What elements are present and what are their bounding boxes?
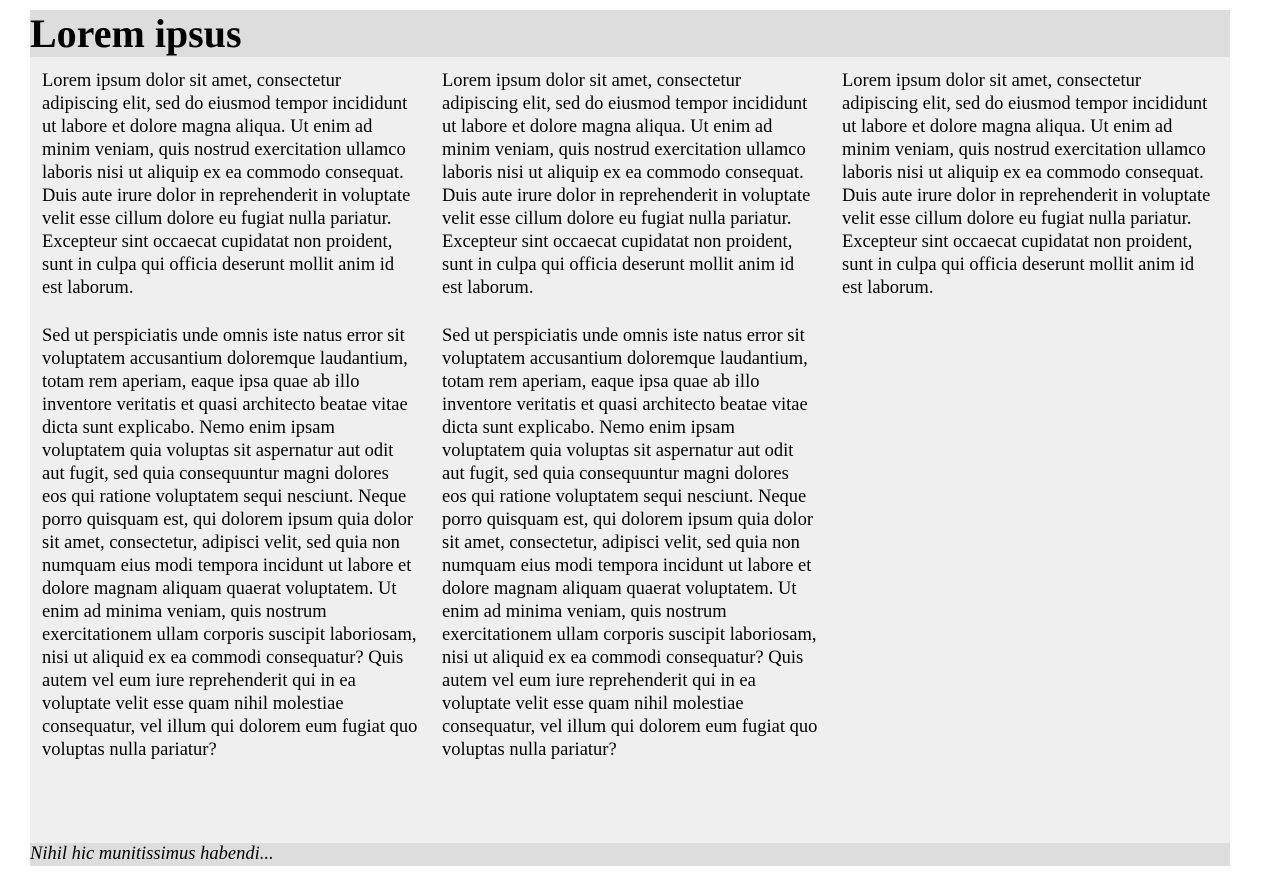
content-area <box>30 57 1230 843</box>
page-title: Lorem ipsus <box>30 11 242 56</box>
footer-text: Nihil hic munitissimus habendi... <box>30 844 274 864</box>
column-1 <box>30 70 430 843</box>
header <box>30 10 1230 57</box>
column-1-paragraph-2: Sed ut perspiciatis unde omnis iste natus error sit voluptatem accusantium doloremque laudantium, totam rem aperiam, eaque ipsa quae ab illo inventore veritatis et quasi architecto beatae vitae dicta sunt explicabo. Nemo enim ipsam voluptatem quia voluptas sit aspernatur aut odit aut fugit, sed quia consequuntur magni dolores eos qui ratione voluptatem sequi nesciunt. Neque porro quisquam est, qui dolorem ipsum quia dolor sit amet, consectetur, adipisci velit, sed quia non numquam eius modi tempora incidunt ut labore et dolore magnam aliquam quaerat voluptatem. Ut enim ad minima veniam, quis nostrum exercitationem ullam corporis suscipit laboriosam, nisi ut aliquid ex ea commodi consequatur? Quis autem vel eum iure reprehenderit qui in ea voluptate velit esse quam nihil molestiae consequatur, vel illum qui dolorem eum fugiat quo voluptas nulla pariatur? <box>42 326 418 760</box>
column-3 <box>830 70 1230 843</box>
column-2-paragraph-2: Sed ut perspiciatis unde omnis iste natus error sit voluptatem accusantium doloremque laudantium, totam rem aperiam, eaque ipsa quae ab illo inventore veritatis et quasi architecto beatae vitae dicta sunt explicabo. Nemo enim ipsam voluptatem quia voluptas sit aspernatur aut odit aut fugit, sed quia consequuntur magni dolores eos qui ratione voluptatem sequi nesciunt. Neque porro quisquam est, qui dolorem ipsum quia dolor sit amet, consectetur, adipisci velit, sed quia non numquam eius modi tempora incidunt ut labore et dolore magnam aliquam quaerat voluptatem. Ut enim ad minima veniam, quis nostrum exercitationem ullam corporis suscipit laboriosam, nisi ut aliquid ex ea commodi consequatur? Quis autem vel eum iure reprehenderit qui in ea voluptate velit esse quam nihil molestiae consequatur, vel illum qui dolorem eum fugiat quo voluptas nulla pariatur? <box>442 326 818 760</box>
column-2-paragraph-1: Lorem ipsum dolor sit amet, consectetur adipiscing elit, sed do eiusmod tempor incididunt ut labore et dolore magna aliqua. Ut enim ad minim veniam, quis nostrud exercitation ullamco laboris nisi ut aliquip ex ea commodo consequat. Duis aute irure dolor in reprehenderit in voluptate velit esse cillum dolore eu fugiat nulla pariatur. Excepteur sint occaecat cupidatat non proident, sunt in culpa qui officia deserunt mollit anim id est laborum. <box>442 71 811 298</box>
column-1-paragraph-1: Lorem ipsum dolor sit amet, consectetur adipiscing elit, sed do eiusmod tempor incididunt ut labore et dolore magna aliqua. Ut enim ad minim veniam, quis nostrud exercitation ullamco laboris nisi ut aliquip ex ea commodo consequat. Duis aute irure dolor in reprehenderit in voluptate velit esse cillum dolore eu fugiat nulla pariatur. Excepteur sint occaecat cupidatat non proident, sunt in culpa qui officia deserunt mollit anim id est laborum. <box>42 71 411 298</box>
column-2 <box>430 70 830 843</box>
footer <box>30 843 1230 866</box>
page <box>30 10 1230 866</box>
column-3-paragraph-1: Lorem ipsum dolor sit amet, consectetur adipiscing elit, sed do eiusmod tempor incididunt ut labore et dolore magna aliqua. Ut enim ad minim veniam, quis nostrud exercitation ullamco laboris nisi ut aliquip ex ea commodo consequat. Duis aute irure dolor in reprehenderit in voluptate velit esse cillum dolore eu fugiat nulla pariatur. Excepteur sint occaecat cupidatat non proident, sunt in culpa qui officia deserunt mollit anim id est laborum. <box>842 71 1211 298</box>
